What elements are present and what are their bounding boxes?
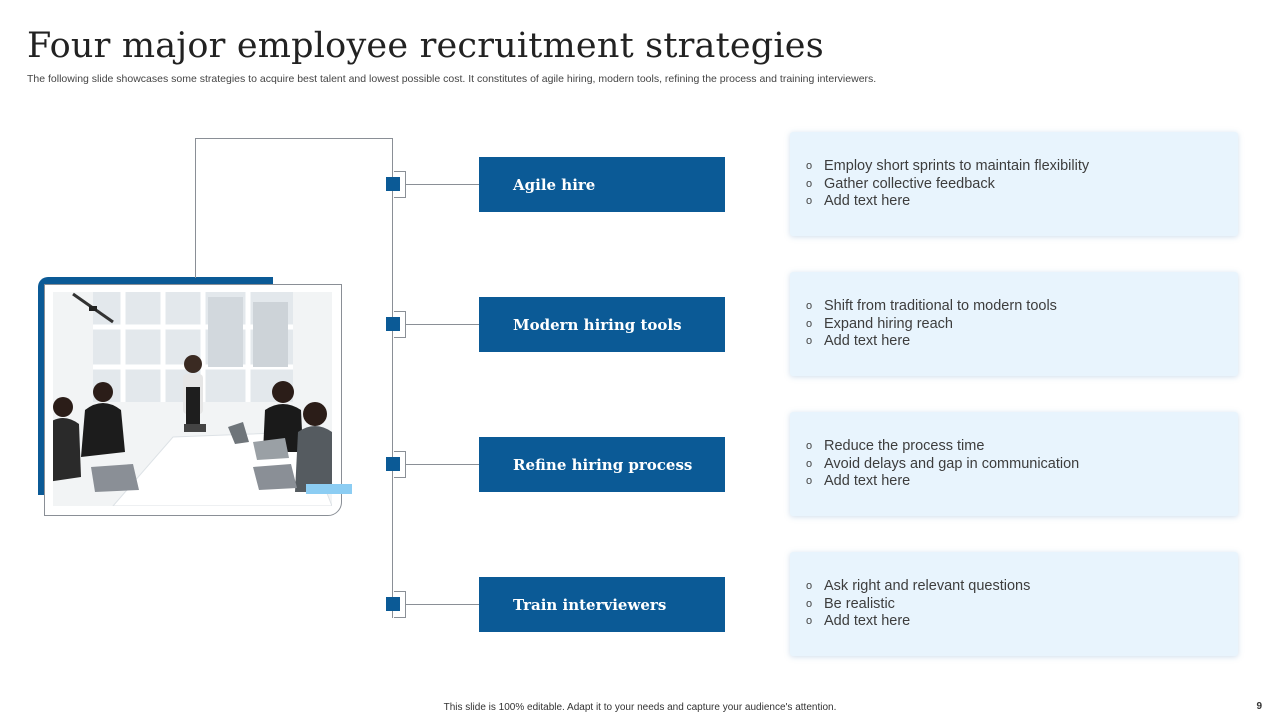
connector-top-horizontal (195, 138, 393, 139)
strategy-train-interviewers (479, 577, 725, 632)
connector-branch (406, 464, 479, 465)
connector-branch (406, 604, 479, 605)
strategy-agile-hire (479, 157, 725, 212)
footer-note: This slide is 100% editable. Adapt it to your needs and capture your audience's attention. (443, 702, 837, 713)
strategy-modern-hiring-tools (479, 297, 725, 352)
list-item-text: Reduce the process time (824, 438, 985, 454)
detail-box-modern-hiring-tools (790, 272, 1238, 376)
bullet-icon: o (806, 195, 813, 207)
list-item (806, 473, 1238, 491)
bullet-icon: o (806, 457, 813, 470)
meeting-illustration (53, 292, 332, 506)
bullet-icon: o (806, 335, 813, 347)
bullet-icon: o (806, 317, 813, 330)
connector-spine (392, 138, 393, 618)
photo-accent-bar (306, 484, 352, 494)
list-item-text: Ask right and relevant questions (824, 578, 1031, 594)
meeting-photo (53, 292, 332, 506)
bullet-list (806, 438, 1238, 491)
list-item (806, 316, 1238, 334)
slide-title: Four major employee recruitment strategies (27, 26, 824, 66)
list-item-text: Expand hiring reach (824, 315, 953, 332)
connector-node (386, 177, 400, 191)
list-item-text: Add text here (824, 613, 911, 629)
list-item-text: Be realistic (824, 595, 895, 612)
bullet-list (806, 158, 1238, 211)
bullet-icon: o (806, 440, 813, 452)
bullet-icon: o (806, 300, 813, 312)
list-item-text: Employ short sprints to maintain flexibility (824, 158, 1090, 174)
detail-box-train-interviewers (790, 552, 1238, 656)
list-item (806, 333, 1238, 351)
strategy-label: Train interviewers (513, 595, 667, 614)
list-item (806, 298, 1238, 316)
connector-left-vertical (195, 138, 196, 278)
strategy-label: Agile hire (513, 175, 596, 194)
bullet-icon: o (806, 580, 813, 592)
list-item (806, 596, 1238, 614)
list-item-text: Add text here (824, 473, 911, 489)
list-item-text: Shift from traditional to modern tools (824, 298, 1057, 314)
bullet-icon: o (806, 475, 813, 487)
strategy-refine-hiring-process (479, 437, 725, 492)
list-item (806, 456, 1238, 474)
strategy-label: Modern hiring tools (513, 315, 682, 334)
bullet-icon: o (806, 615, 813, 627)
connector-branch (406, 184, 479, 185)
bullet-list (806, 298, 1238, 351)
connector-branch (406, 324, 479, 325)
list-item (806, 578, 1238, 596)
slide-subtitle: The following slide showcases some strategies to acquire best talent and lowest possible cost. It constitutes of agile hiring, modern tools, refining the process and training interviewers. (27, 73, 877, 85)
detail-box-refine-hiring-process (790, 412, 1238, 516)
list-item (806, 176, 1238, 194)
connector-node (386, 597, 400, 611)
page-number: 9 (1256, 701, 1262, 712)
list-item-text: Gather collective feedback (824, 175, 995, 192)
list-item-text: Add text here (824, 193, 911, 209)
bullet-icon: o (806, 597, 813, 610)
list-item-text: Avoid delays and gap in communication (824, 455, 1080, 472)
bullet-icon: o (806, 177, 813, 190)
list-item (806, 158, 1238, 176)
list-item (806, 438, 1238, 456)
connector-node (386, 457, 400, 471)
bullet-icon: o (806, 160, 813, 172)
list-item (806, 193, 1238, 211)
bullet-list (806, 578, 1238, 631)
list-item-text: Add text here (824, 333, 911, 349)
connector-node (386, 317, 400, 331)
list-item (806, 613, 1238, 631)
strategy-label: Refine hiring process (513, 455, 693, 474)
detail-box-agile-hire (790, 132, 1238, 236)
